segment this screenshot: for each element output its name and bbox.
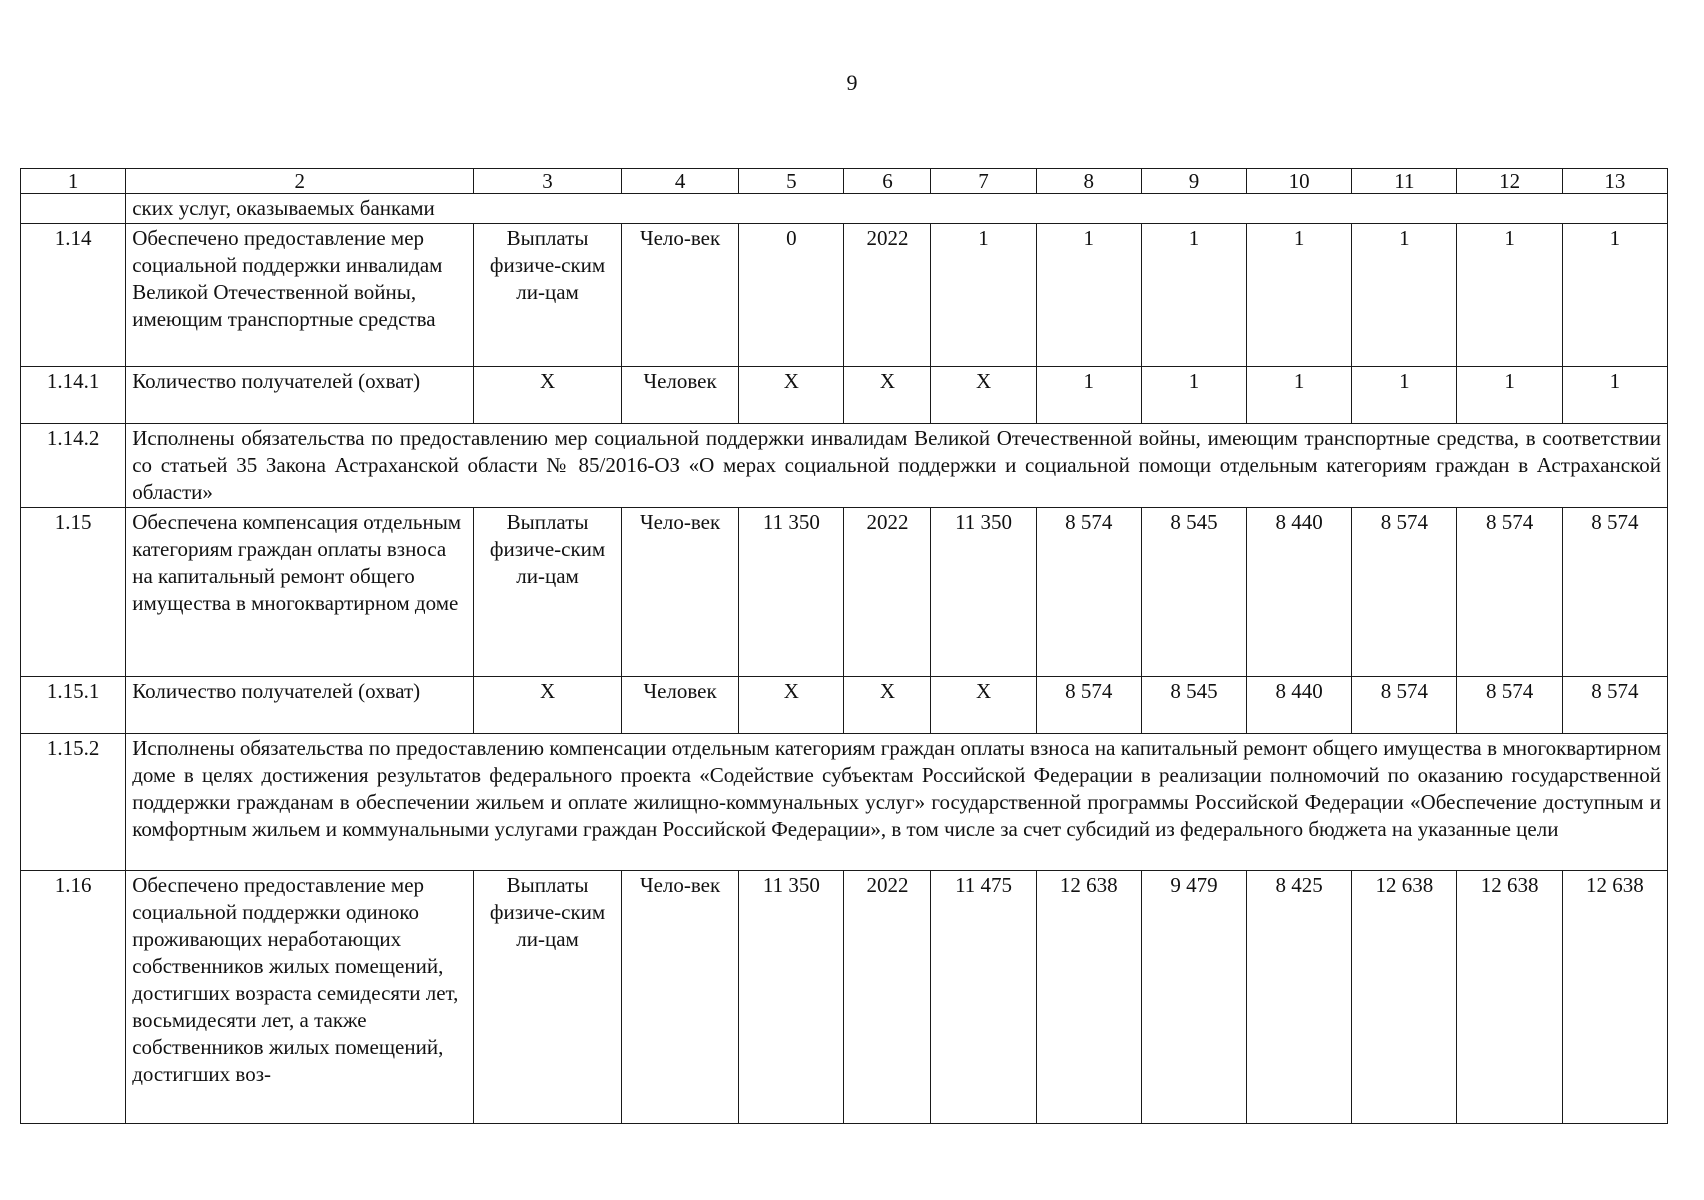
header-cell: 7 [931, 169, 1036, 194]
value-cell: 2022 [844, 224, 931, 367]
header-cell: 8 [1036, 169, 1141, 194]
table-row-1-15 [21, 508, 1668, 677]
header-cell: 13 [1562, 169, 1667, 194]
indicators-table [20, 168, 1668, 1124]
row-unit: Чело-век [621, 871, 738, 1124]
value-cell: 1 [1352, 367, 1457, 424]
value-cell: 1 [1247, 224, 1352, 367]
value-cell: 1 [1141, 224, 1246, 367]
value-cell: 11 350 [739, 508, 844, 677]
row-type: Выплаты физиче-ским ли-цам [474, 508, 622, 677]
value-cell: 12 638 [1562, 871, 1667, 1124]
header-cell: 4 [621, 169, 738, 194]
value-cell: 8 440 [1247, 677, 1352, 734]
value-cell: X [844, 677, 931, 734]
value-cell: 8 574 [1352, 508, 1457, 677]
row-id: 1.15.2 [21, 734, 126, 871]
value-cell: 8 574 [1562, 677, 1667, 734]
row-id: 1.15 [21, 508, 126, 677]
row-description: Количество получателей (охват) [126, 677, 474, 734]
table-row-continuation [21, 194, 1668, 224]
table-row-1-14 [21, 224, 1668, 367]
value-cell: 1 [1036, 367, 1141, 424]
header-cell: 11 [1352, 169, 1457, 194]
page-number: 9 [846, 70, 858, 95]
value-cell: 8 574 [1352, 677, 1457, 734]
row-id: 1.16 [21, 871, 126, 1124]
value-cell: 1 [1457, 367, 1562, 424]
value-cell: X [931, 367, 1036, 424]
table-row-1-15-1 [21, 677, 1668, 734]
row-note: Исполнены обязательства по предоставлению мер социальной поддержки инвалидам Великой Отечественной войны, имеющим транспортные средства, в соответствии со статьей 35 Закона Астраханской области № 85/2016-ОЗ «О мерах социальной поддержки и социальной помощи отдельным категориям граждан в Астраханской области» [126, 424, 1668, 508]
value-cell: 12 638 [1036, 871, 1141, 1124]
header-cell: 1 [21, 169, 126, 194]
value-cell: 1 [1036, 224, 1141, 367]
value-cell: 8 574 [1562, 508, 1667, 677]
value-cell: 1 [931, 224, 1036, 367]
row-description: Количество получателей (охват) [126, 367, 474, 424]
row-description: Обеспечено предоставление мер социальной поддержки инвалидам Великой Отечественной войны, имеющим транспортные средства [126, 224, 474, 367]
value-cell: 8 574 [1457, 508, 1562, 677]
continuation-text: ских услуг, оказываемых банками [126, 194, 1668, 224]
value-cell: 12 638 [1457, 871, 1562, 1124]
row-type: X [474, 677, 622, 734]
empty-cell [21, 194, 126, 224]
value-cell: 8 574 [1036, 508, 1141, 677]
value-cell: 1 [1141, 367, 1246, 424]
row-unit: Человек [621, 367, 738, 424]
row-description: Обеспечено предоставление мер социальной поддержки одиноко проживающих неработающих собственников жилых помещений, достигших возраста семидесяти лет, восьмидесяти лет, а также собственников жилых помещений, достигших воз- [126, 871, 474, 1124]
value-cell: 1 [1247, 367, 1352, 424]
row-id: 1.15.1 [21, 677, 126, 734]
value-cell: X [844, 367, 931, 424]
table-row-1-14-2 [21, 424, 1668, 508]
value-cell: X [931, 677, 1036, 734]
header-cell: 6 [844, 169, 931, 194]
value-cell: X [739, 367, 844, 424]
value-cell: 11 350 [739, 871, 844, 1124]
row-unit: Чело-век [621, 224, 738, 367]
value-cell: 8 574 [1457, 677, 1562, 734]
value-cell: 1 [1562, 224, 1667, 367]
header-cell: 2 [126, 169, 474, 194]
row-id: 1.14 [21, 224, 126, 367]
table-row-1-16 [21, 871, 1668, 1124]
header-cell: 12 [1457, 169, 1562, 194]
row-note: Исполнены обязательства по предоставлению компенсации отдельным категориям граждан оплаты взноса на капитальный ремонт общего имущества в многоквартирном доме в целях достижения результатов федерального проекта «Содействие субъектам Российской Федерации в реализации полномочий по оказанию государственной поддержки гражданам в обеспечении жильем и оплате жилищно-коммунальных услуг» государственной программы Российской Федерации «Обеспечение доступным и комфортным жильем и коммунальными услугами граждан Российской Федерации», в том числе за счет субсидий из федерального бюджета на указанные цели [126, 734, 1668, 871]
value-cell: X [739, 677, 844, 734]
value-cell: 11 350 [931, 508, 1036, 677]
value-cell: 1 [1562, 367, 1667, 424]
value-cell: 8 545 [1141, 508, 1246, 677]
value-cell: 12 638 [1352, 871, 1457, 1124]
header-cell: 5 [739, 169, 844, 194]
table-row-1-15-2 [21, 734, 1668, 871]
row-id: 1.14.1 [21, 367, 126, 424]
value-cell: 0 [739, 224, 844, 367]
header-cell: 3 [474, 169, 622, 194]
row-type: X [474, 367, 622, 424]
value-cell: 2022 [844, 871, 931, 1124]
value-cell: 1 [1457, 224, 1562, 367]
value-cell: 8 574 [1036, 677, 1141, 734]
header-cell: 9 [1141, 169, 1246, 194]
value-cell: 1 [1352, 224, 1457, 367]
value-cell: 8 440 [1247, 508, 1352, 677]
value-cell: 8 545 [1141, 677, 1246, 734]
row-unit: Человек [621, 677, 738, 734]
row-unit: Чело-век [621, 508, 738, 677]
table-row-1-14-1 [21, 367, 1668, 424]
row-description: Обеспечена компенсация отдельным категориям граждан оплаты взноса на капитальный ремонт общего имущества в многоквартирном доме [126, 508, 474, 677]
value-cell: 2022 [844, 508, 931, 677]
row-id: 1.14.2 [21, 424, 126, 508]
header-cell: 10 [1247, 169, 1352, 194]
table-header-row [21, 169, 1668, 194]
row-type: Выплаты физиче-ским ли-цам [474, 224, 622, 367]
value-cell: 11 475 [931, 871, 1036, 1124]
row-type: Выплаты физиче-ским ли-цам [474, 871, 622, 1124]
value-cell: 8 425 [1247, 871, 1352, 1124]
value-cell: 9 479 [1141, 871, 1246, 1124]
